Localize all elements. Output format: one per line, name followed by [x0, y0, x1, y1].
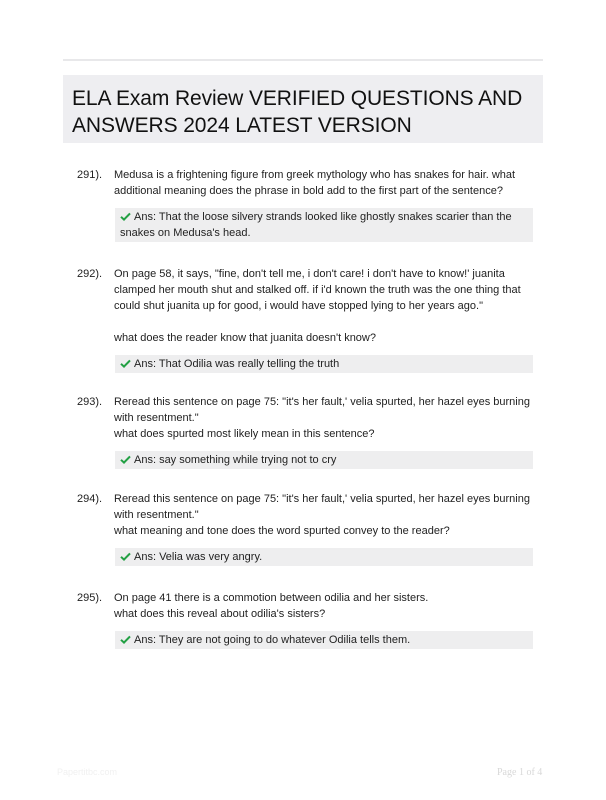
document-title: ELA Exam Review VERIFIED QUESTIONS AND ANSWERS 2024 LATEST VERSION: [72, 87, 523, 137]
footer-watermark: Papertitbc.com: [57, 767, 118, 777]
answer-box: [115, 548, 533, 566]
answer-box: [115, 208, 533, 242]
question-block-293: [63, 394, 543, 469]
question-paragraph: what meaning and tone does the word spurted convey to the reader?: [114, 525, 450, 537]
question-paragraph: Reread this sentence on page 75: "it's her fault,' velia spurted, her hazel eyes burning with resentment.": [114, 396, 530, 424]
checkmark-icon: [120, 552, 131, 561]
page-indicator: Page 1 of 4: [497, 767, 543, 778]
checkmark-icon: [120, 212, 131, 221]
checkmark-icon: [120, 455, 131, 464]
answer-box: [115, 631, 533, 649]
checkmark-icon: [120, 359, 131, 368]
question-paragraph: On page 58, it says, "fine, don't tell me, i don't care! i don't have to know!' juanita clamped her mouth shut and stalked off. if i'd known the truth was the one thing that could shut juanita up for good, i would have stopped lying to her years ago.": [114, 268, 521, 312]
question-paragraph: what does spurted most likely mean in this sentence?: [114, 428, 375, 440]
question-block-291: [63, 167, 543, 242]
question-block-292: [63, 266, 543, 373]
answer-text: Ans: Velia was very angry.: [134, 551, 263, 563]
question-number: 292).: [77, 268, 103, 280]
answer-box: [115, 355, 533, 373]
question-text: [114, 394, 543, 442]
question-number: 295).: [77, 592, 103, 604]
answer-text: Ans: They are not going to do whatever Odilia tells them.: [134, 634, 411, 646]
question-paragraph: what does this reveal about odilia's sisters?: [114, 608, 326, 620]
question-paragraph: Reread this sentence on page 75: "it's her fault,' velia spurted, her hazel eyes burning with resentment.": [114, 493, 530, 521]
answer-box: [115, 451, 533, 469]
question-number: 293).: [77, 396, 103, 408]
question-text: [114, 491, 543, 539]
checkmark-icon: [120, 635, 131, 644]
question-number: 291).: [77, 169, 103, 181]
question-block-294: [63, 491, 543, 566]
question-text: [114, 167, 543, 199]
title-banner: [63, 75, 543, 143]
question-paragraph: Medusa is a frightening figure from greek mythology who has snakes for hair. what additional meaning does the phrase in bold add to the first part of the sentence?: [114, 169, 516, 197]
question-text: [114, 266, 543, 346]
answer-text: Ans: say something while trying not to cry: [134, 454, 337, 466]
question-paragraph: On page 41 there is a commotion between odilia and her sisters.: [114, 592, 429, 604]
top-divider: [63, 59, 543, 61]
question-block-295: [63, 590, 543, 649]
question-text: [114, 590, 543, 622]
question-paragraph: what does the reader know that juanita doesn't know?: [114, 332, 376, 344]
answer-text: Ans: That Odilia was really telling the truth: [134, 358, 340, 370]
question-number: 294).: [77, 493, 103, 505]
answer-text: Ans: That the loose silvery strands looked like ghostly snakes scarier than the snakes on Medusa's head.: [120, 211, 512, 239]
